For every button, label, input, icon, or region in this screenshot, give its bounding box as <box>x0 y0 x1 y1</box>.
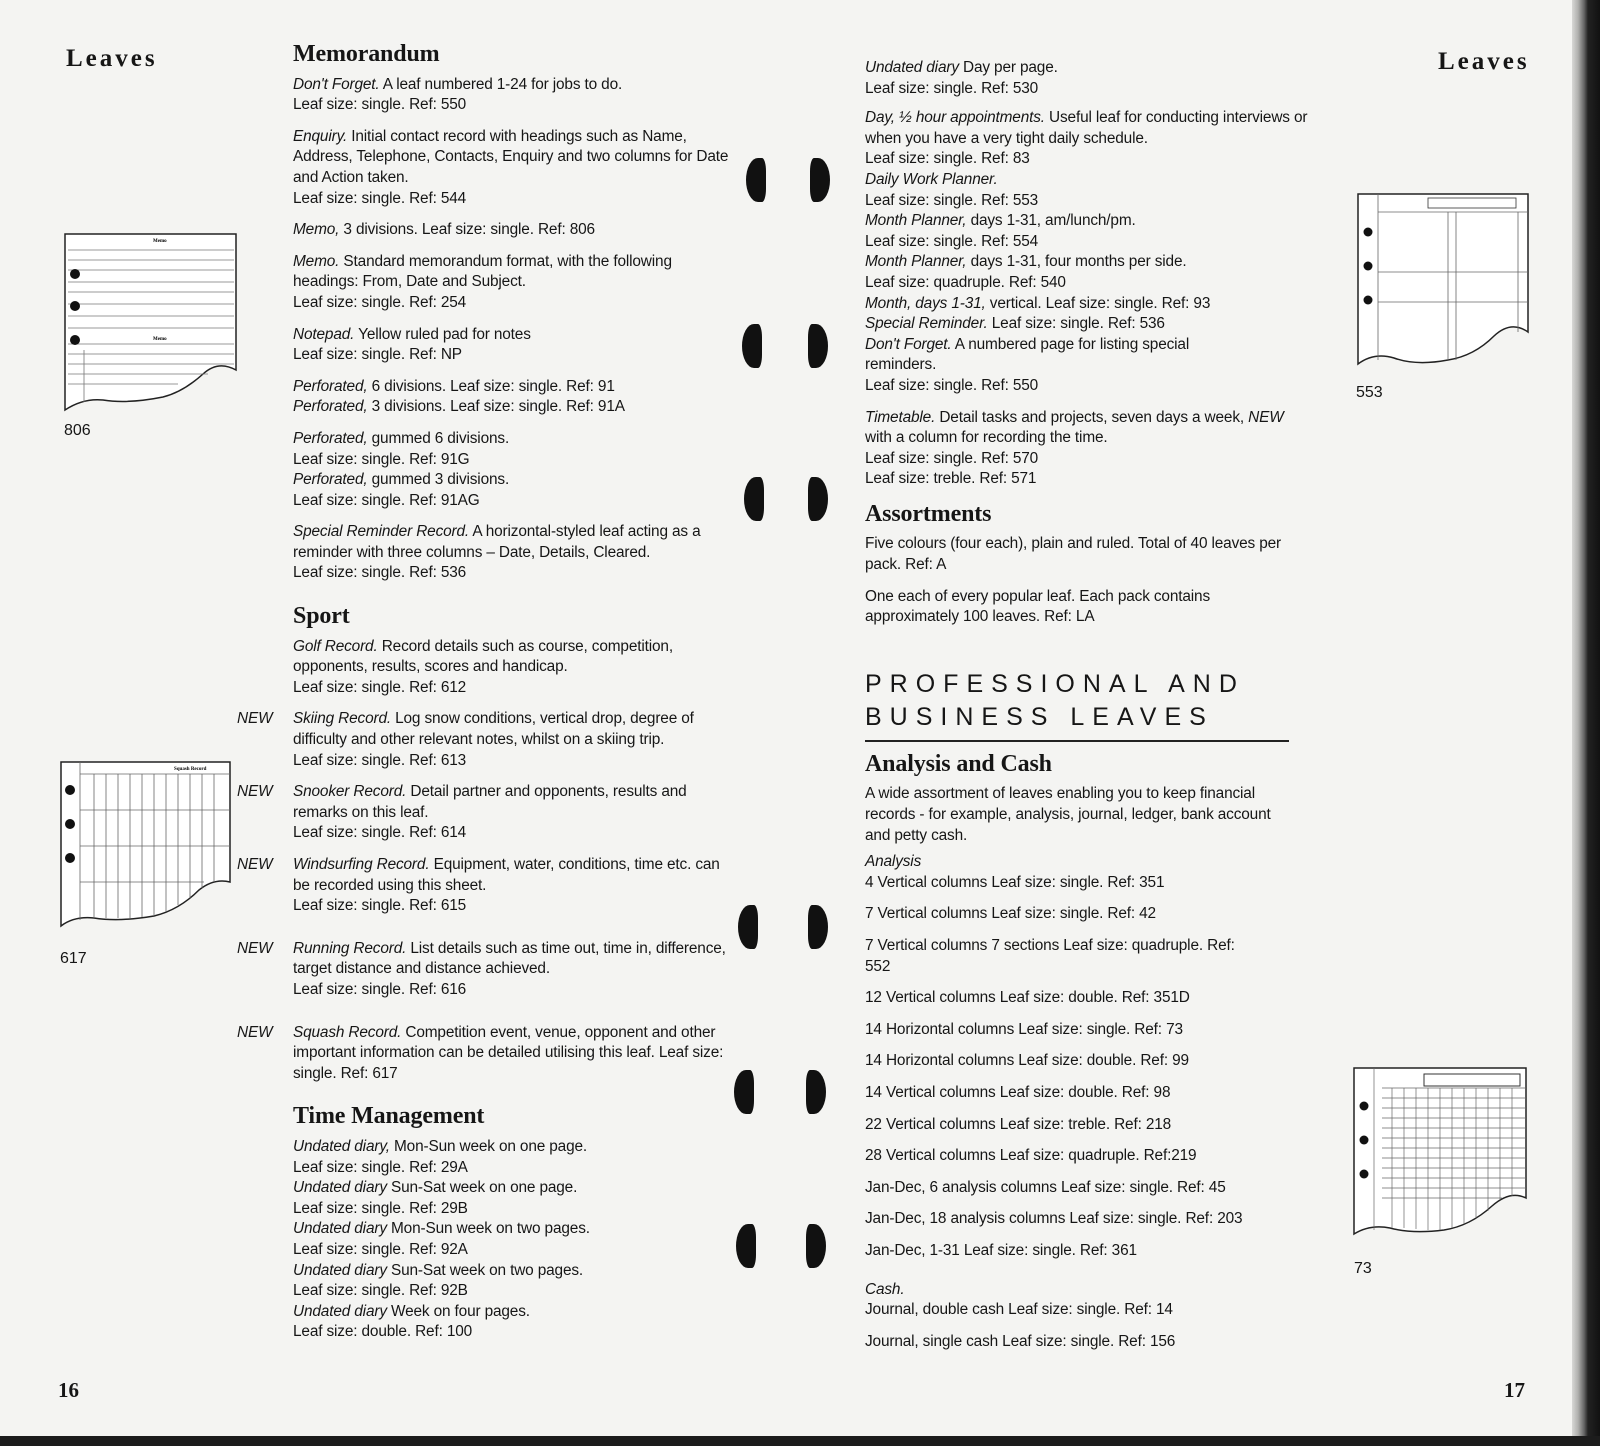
analysis-item: 7 Vertical columns 7 sections Leaf size: quadruple. Ref: 552 <box>865 937 1235 975</box>
binder-hole <box>808 477 828 521</box>
analysis-item: 28 Vertical columns Leaf size: quadruple. Ref:219 <box>865 1147 1197 1165</box>
left-running-head: Leaves <box>66 45 158 72</box>
analysis-item: Jan-Dec, 18 analysis columns Leaf size: single. Ref: 203 <box>865 1210 1243 1228</box>
left-column <box>237 41 733 1343</box>
right-item-540: Month Planner, days 1-31, four months per side. Leaf size: quadruple. Ref: 540 <box>865 253 1187 291</box>
binder-hole <box>734 1070 754 1114</box>
binder-hole <box>810 158 830 202</box>
memo-leaf-caption: 806 <box>64 422 91 439</box>
binder-hole <box>806 1070 826 1114</box>
right-running-head: Leaves <box>1438 48 1530 75</box>
analysis-item: 22 Vertical columns Leaf size: treble. Ref: 218 <box>865 1115 1172 1133</box>
sport-item-golf: Golf Record. Record details such as course, competition, opponents, results, scores and handicap. Leaf size: single. Ref: 612 <box>293 637 673 696</box>
binder-hole <box>742 324 762 368</box>
memo-item-special-reminder: Special Reminder Record. A horizontal-styled leaf acting as a reminder with three columns – Date, Details, Cleared. Leaf size: single. Ref: 536 <box>293 523 701 582</box>
squash-leaf-title: Squash Record <box>174 767 207 772</box>
right-item-553: Daily Work Planner. Leaf size: single. Ref: 553 <box>865 170 1039 209</box>
time-item-92b: Undated diary Sun-Sat week on two pages. Leaf size: single. Ref: 92B <box>293 1261 584 1300</box>
memo-item-perforated-gummed: Perforated, gummed 6 divisions. Leaf size: single. Ref: 91G Perforated, gummed 3 divisions. Leaf size: single. Ref: 91AG <box>293 429 510 509</box>
binder-hole <box>746 158 766 202</box>
analysis-label: Analysis <box>865 853 922 871</box>
time-item-92a: Undated diary Mon-Sun week on two pages. Leaf size: single. Ref: 92A <box>293 1220 590 1258</box>
horizontal-leaf-illustration <box>1352 1066 1530 1266</box>
time-item-100: Undated diary Week on four pages. Leaf size: double. Ref: 100 <box>293 1302 530 1341</box>
sport-item-running: NEW Running Record. List details such as time out, time in, difference, target distance and distance achieved. Leaf size: single. Ref: 616 <box>237 939 726 998</box>
right-column <box>865 58 1335 1363</box>
analysis-cash-intro: A wide assortment of leaves enabling you to keep financial records - for example, analysis, journal, ledger, bank account and petty cash. <box>865 785 1271 844</box>
right-item-554: Month Planner, days 1-31, am/lunch/pm. Leaf size: single. Ref: 554 <box>865 212 1136 250</box>
analysis-item: Jan-Dec, 6 analysis columns Leaf size: single. Ref: 45 <box>865 1178 1226 1196</box>
assortments-heading: Assortments <box>865 500 992 527</box>
analysis-cash-heading: Analysis and Cash <box>865 750 1052 777</box>
assortments-p2: One each of every popular leaf. Each pack contains approximately 100 leaves. Ref: LA <box>865 587 1210 626</box>
section-rule <box>865 740 1289 742</box>
time-item-29b: Undated diary Sun-Sat week on one page. Leaf size: single. Ref: 29B <box>293 1179 578 1217</box>
right-item-550: Don't Forget. A numbered page for listing special reminders. Leaf size: single. Ref: 550 <box>865 335 1190 394</box>
cash-item: Journal, single cash Leaf size: single. Ref: 156 <box>865 1332 1176 1350</box>
memo-item-memo-standard: Memo. Standard memorandum format, with the following headings: From, Date and Subject. Leaf size: single. Ref: 254 <box>293 252 672 311</box>
analysis-item: 12 Vertical columns Leaf size: double. Ref: 351D <box>865 989 1190 1007</box>
sport-item-snooker: NEW Snooker Record. Detail partner and opponents, results and remarks on this leaf. Leaf size: single. Ref: 614 <box>237 783 687 842</box>
cash-label: Cash. <box>865 1280 905 1298</box>
memorandum-heading: Memorandum <box>293 41 440 67</box>
book-edge <box>1572 0 1600 1446</box>
binder-hole <box>736 1224 756 1268</box>
analysis-item: 4 Vertical columns Leaf size: single. Ref: 351 <box>865 873 1165 891</box>
time-item-29a: Undated diary, Mon-Sun week on one page. Leaf size: single. Ref: 29A <box>293 1137 588 1176</box>
left-page-number: 16 <box>58 1378 79 1402</box>
memo-leaf-title-1: Memo <box>153 239 167 244</box>
assortments-p1: Five colours (four each), plain and ruled. Total of 40 leaves per pack. Ref: A <box>865 535 1282 574</box>
binder-hole <box>808 324 828 368</box>
timetable-item: Timetable. Detail tasks and projects, seven days a week, NEW with a column for recording the time. Leaf size: single. Ref: 570 Leaf size: treble. Ref: 571 <box>865 408 1284 488</box>
sport-item-windsurfing: NEW Windsurfing Record. Equipment, water, conditions, time etc. can be recorded using this sheet. Leaf size: single. Ref: 615 <box>237 856 720 915</box>
sport-item-squash: NEW Squash Record. Competition event, venue, opponent and other important information can be detailed utilising this leaf. Leaf size: single. Ref: 617 <box>237 1023 724 1082</box>
right-item-530: Undated diary Day per page. Leaf size: single. Ref: 530 <box>865 59 1058 97</box>
memo-leaf-illustration <box>58 232 240 422</box>
cash-item: Journal, double cash Leaf size: single. Ref: 14 <box>865 1301 1173 1319</box>
binder-hole <box>808 905 828 949</box>
horizontal-leaf-caption: 73 <box>1354 1260 1372 1277</box>
binder-hole <box>738 905 758 949</box>
planner-leaf-caption: 553 <box>1356 384 1383 401</box>
right-item-536: Special Reminder. Leaf size: single. Ref: 536 <box>865 315 1165 333</box>
binder-hole <box>744 477 764 521</box>
professional-heading-line1: PROFESSIONAL AND <box>865 669 1245 698</box>
binder-hole <box>806 1224 826 1268</box>
sport-item-skiing: NEW Skiing Record. Log snow conditions, vertical drop, degree of difficulty and other relevant notes, whilst on a skiing trip. Leaf size: single. Ref: 613 <box>237 710 694 769</box>
right-item-83: Day, ½ hour appointments. Useful leaf for conducting interviews or when you have a very tight daily schedule. Leaf size: single. Ref: 83 <box>865 109 1308 168</box>
analysis-item: 14 Horizontal columns Leaf size: double. Ref: 99 <box>865 1052 1189 1070</box>
right-page-number: 17 <box>1504 1378 1525 1402</box>
squash-leaf-caption: 617 <box>60 950 87 967</box>
bottom-edge <box>0 1436 1600 1446</box>
time-management-heading: Time Management <box>293 1103 485 1130</box>
memo-item-dont-forget: Don't Forget. A leaf numbered 1-24 for jobs to do. Leaf size: single. Ref: 550 <box>293 75 623 114</box>
memo-leaf-title-2: Memo <box>153 337 167 342</box>
memo-item-enquiry: Enquiry. Initial contact record with headings such as Name, Address, Telephone, Contacts, Enquiry and two columns for Date and Action taken. Leaf size: single. Ref: 544 <box>293 127 729 207</box>
analysis-item: Jan-Dec, 1-31 Leaf size: single. Ref: 361 <box>865 1241 1137 1259</box>
memo-item-memo-3: Memo, 3 divisions. Leaf size: single. Ref: 806 <box>293 221 595 239</box>
analysis-item: 14 Horizontal columns Leaf size: single. Ref: 73 <box>865 1020 1183 1038</box>
professional-heading-line2: BUSINESS LEAVES <box>865 702 1214 731</box>
planner-leaf-illustration <box>1356 192 1532 378</box>
memo-item-perforated: Perforated, 6 divisions. Leaf size: single. Ref: 91 Perforated, 3 divisions. Leaf size: single. Ref: 91A <box>293 377 625 416</box>
analysis-item: 14 Vertical columns Leaf size: double. Ref: 98 <box>865 1083 1171 1101</box>
right-item-93: Month, days 1-31, vertical. Leaf size: single. Ref: 93 <box>865 294 1211 312</box>
squash-leaf-illustration <box>54 760 234 950</box>
sport-heading: Sport <box>293 603 350 630</box>
memo-item-notepad: Notepad. Yellow ruled pad for notes Leaf size: single. Ref: NP <box>293 325 531 364</box>
analysis-item: 7 Vertical columns Leaf size: single. Ref: 42 <box>865 905 1156 923</box>
